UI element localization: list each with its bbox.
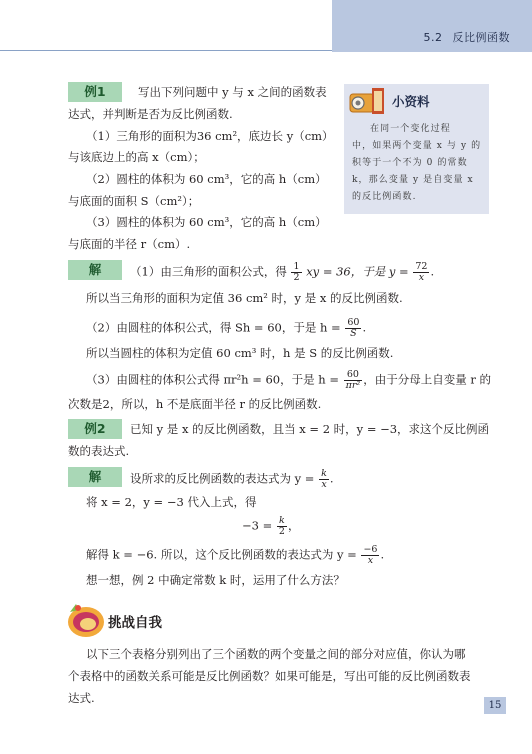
solution1-step2-pre: （2）由圆柱的体积公式，得 Sh = 60，于是 h =	[86, 320, 341, 335]
header-tab	[332, 0, 532, 52]
fraction-denominator: 2	[278, 526, 285, 537]
fraction-one-half	[291, 262, 301, 283]
header-rule	[0, 50, 332, 51]
fraction-k-over-2	[277, 516, 287, 537]
fraction-denominator: S	[350, 328, 357, 339]
solution1-step3-pre: （3）由圆柱的体积公式得 πr²h = 60，于是 h =	[86, 372, 339, 387]
fraction-numerator: k	[277, 516, 287, 527]
fraction-numerator: 60	[347, 317, 360, 328]
solution1-conclusion2: 所以当圆柱的体积为定值 60 cm³ 时，h 是 S 的反比例函数.	[86, 346, 394, 360]
fraction-numerator: 1	[293, 261, 300, 272]
example1-item1-b: 与该底边上的高 x（cm）；	[68, 150, 205, 164]
section-number: 5.2	[423, 31, 443, 44]
solution1-conclusion1: 所以当三角形的面积为定值 36 cm² 时，y 是 x 的反比例函数.	[86, 291, 403, 305]
info-box-line: 积等于一个不为 0 的常数	[352, 158, 468, 168]
challenge-text-3: 达式.	[68, 691, 95, 705]
solution1-step1-mid: xy = 36，于是 y =	[306, 264, 409, 279]
solution2-line1: 设所求的反比例函数的表达式为 y = $\frac{k}{x}$ .	[130, 468, 334, 490]
solution1-step1: （1）由三角形的面积公式，得 $\frac{1}{2}$ xy = 36，于是 y = $\frac{72}{x}$ .	[130, 261, 435, 283]
fraction-72-over-x	[413, 262, 429, 283]
example1-item2-a: （2）圆柱的体积为 60 cm³，它的高 h（cm）	[86, 172, 327, 186]
fraction-denominator: x	[321, 479, 327, 490]
example1-item1-a: （1）三角形的面积为36 cm²，底边长 y（cm）	[86, 129, 334, 143]
example1-item2-b: 与底面的面积 S（cm²）；	[68, 194, 200, 208]
solution2-line4-pre: 解得 k = −6. 所以，这个反比例函数的表达式为 y =	[86, 547, 357, 562]
challenge-text-1: 以下三个表格分别列出了三个函数的两个变量之间的部分对应值，你认为哪	[86, 647, 466, 661]
projector-icon	[346, 86, 388, 118]
fraction-denominator: 2	[293, 272, 300, 283]
example1-item3-a: （3）圆柱的体积为 60 cm³，它的高 h（cm）	[86, 215, 327, 229]
example1-intro-1: 写出下列问题中 y 与 x 之间的函数表	[138, 85, 327, 99]
example1-intro-2: 达式，并判断是否为反比例函数.	[68, 107, 233, 121]
fraction-k-over-x	[319, 469, 329, 490]
solution2-line2: 将 x = 2，y = −3 代入上式，得	[86, 495, 257, 509]
fraction-denominator: x	[418, 272, 425, 283]
example2-text-2: 数的表达式.	[68, 444, 130, 458]
solution1-step1-pre: （1）由三角形的面积公式，得	[130, 264, 287, 279]
example2-label: 例2	[68, 419, 122, 439]
fraction-neg6-over-x	[361, 545, 379, 566]
challenge-text-2: 个表格中的函数关系可能是反比例函数？如果可能是，写出可能的反比例函数表	[68, 669, 471, 683]
fraction-60-over-pi-r2	[344, 370, 363, 391]
fraction-60-over-s	[345, 318, 361, 339]
solution1-label: 解	[68, 260, 122, 280]
solution1-conclusion3: 次数是2，所以，h 不是底面半径 r 的反比例函数.	[68, 397, 322, 411]
challenge-icon	[62, 598, 106, 640]
solution2-label: 解	[68, 467, 122, 487]
fraction-numerator: k	[321, 468, 327, 479]
solution2-line3-pre: −3 =	[242, 518, 273, 533]
info-box-line: 在同一个变化过程	[370, 124, 451, 134]
challenge-title: 挑战自我	[108, 615, 162, 631]
section-heading	[424, 29, 511, 45]
solution2-line4: 解得 k = −6. 所以，这个反比例函数的表达式为 y = $\frac{-6}{x}$ .	[86, 544, 385, 566]
think-question: 想一想，例 2 中确定常数 k 时，运用了什么方法？	[86, 573, 345, 587]
fraction-denominator: x	[367, 555, 374, 566]
fraction-numerator: 60	[344, 370, 363, 381]
info-box-line: k，那么变量 y 是自变量 x	[352, 175, 474, 185]
solution1-step2: （2）由圆柱的体积公式，得 Sh = 60，于是 h = $\frac{60}{S}$ .	[86, 317, 367, 339]
fraction-numerator: −6	[363, 544, 378, 555]
solution2-line3-post: ，	[287, 518, 300, 533]
solution1-step3	[86, 370, 491, 391]
solution2-line3	[242, 516, 299, 537]
section-title: 反比例函数	[452, 31, 510, 44]
page-number: 15	[484, 697, 506, 714]
example1-item3-b: 与底面的半径 r（cm）.	[68, 237, 191, 251]
example1-label: 例1	[68, 82, 122, 102]
solution1-step3-post: ，由于分母上自变量 r 的	[363, 372, 492, 387]
fraction-denominator: πr²	[345, 380, 361, 391]
example2-text-1: 已知 y 是 x 的反比例函数，且当 x = 2 时，y = −3，求这个反比例函	[130, 422, 490, 436]
info-box-line: 的反比例函数.	[352, 192, 417, 202]
info-box-title: 小资料	[392, 94, 430, 109]
fraction-numerator: 72	[415, 261, 428, 272]
solution2-line1-text: 设所求的反比例函数的表达式为 y =	[130, 471, 315, 486]
info-box-line: 中，如果两个变量 x 与 y 的	[352, 141, 482, 151]
